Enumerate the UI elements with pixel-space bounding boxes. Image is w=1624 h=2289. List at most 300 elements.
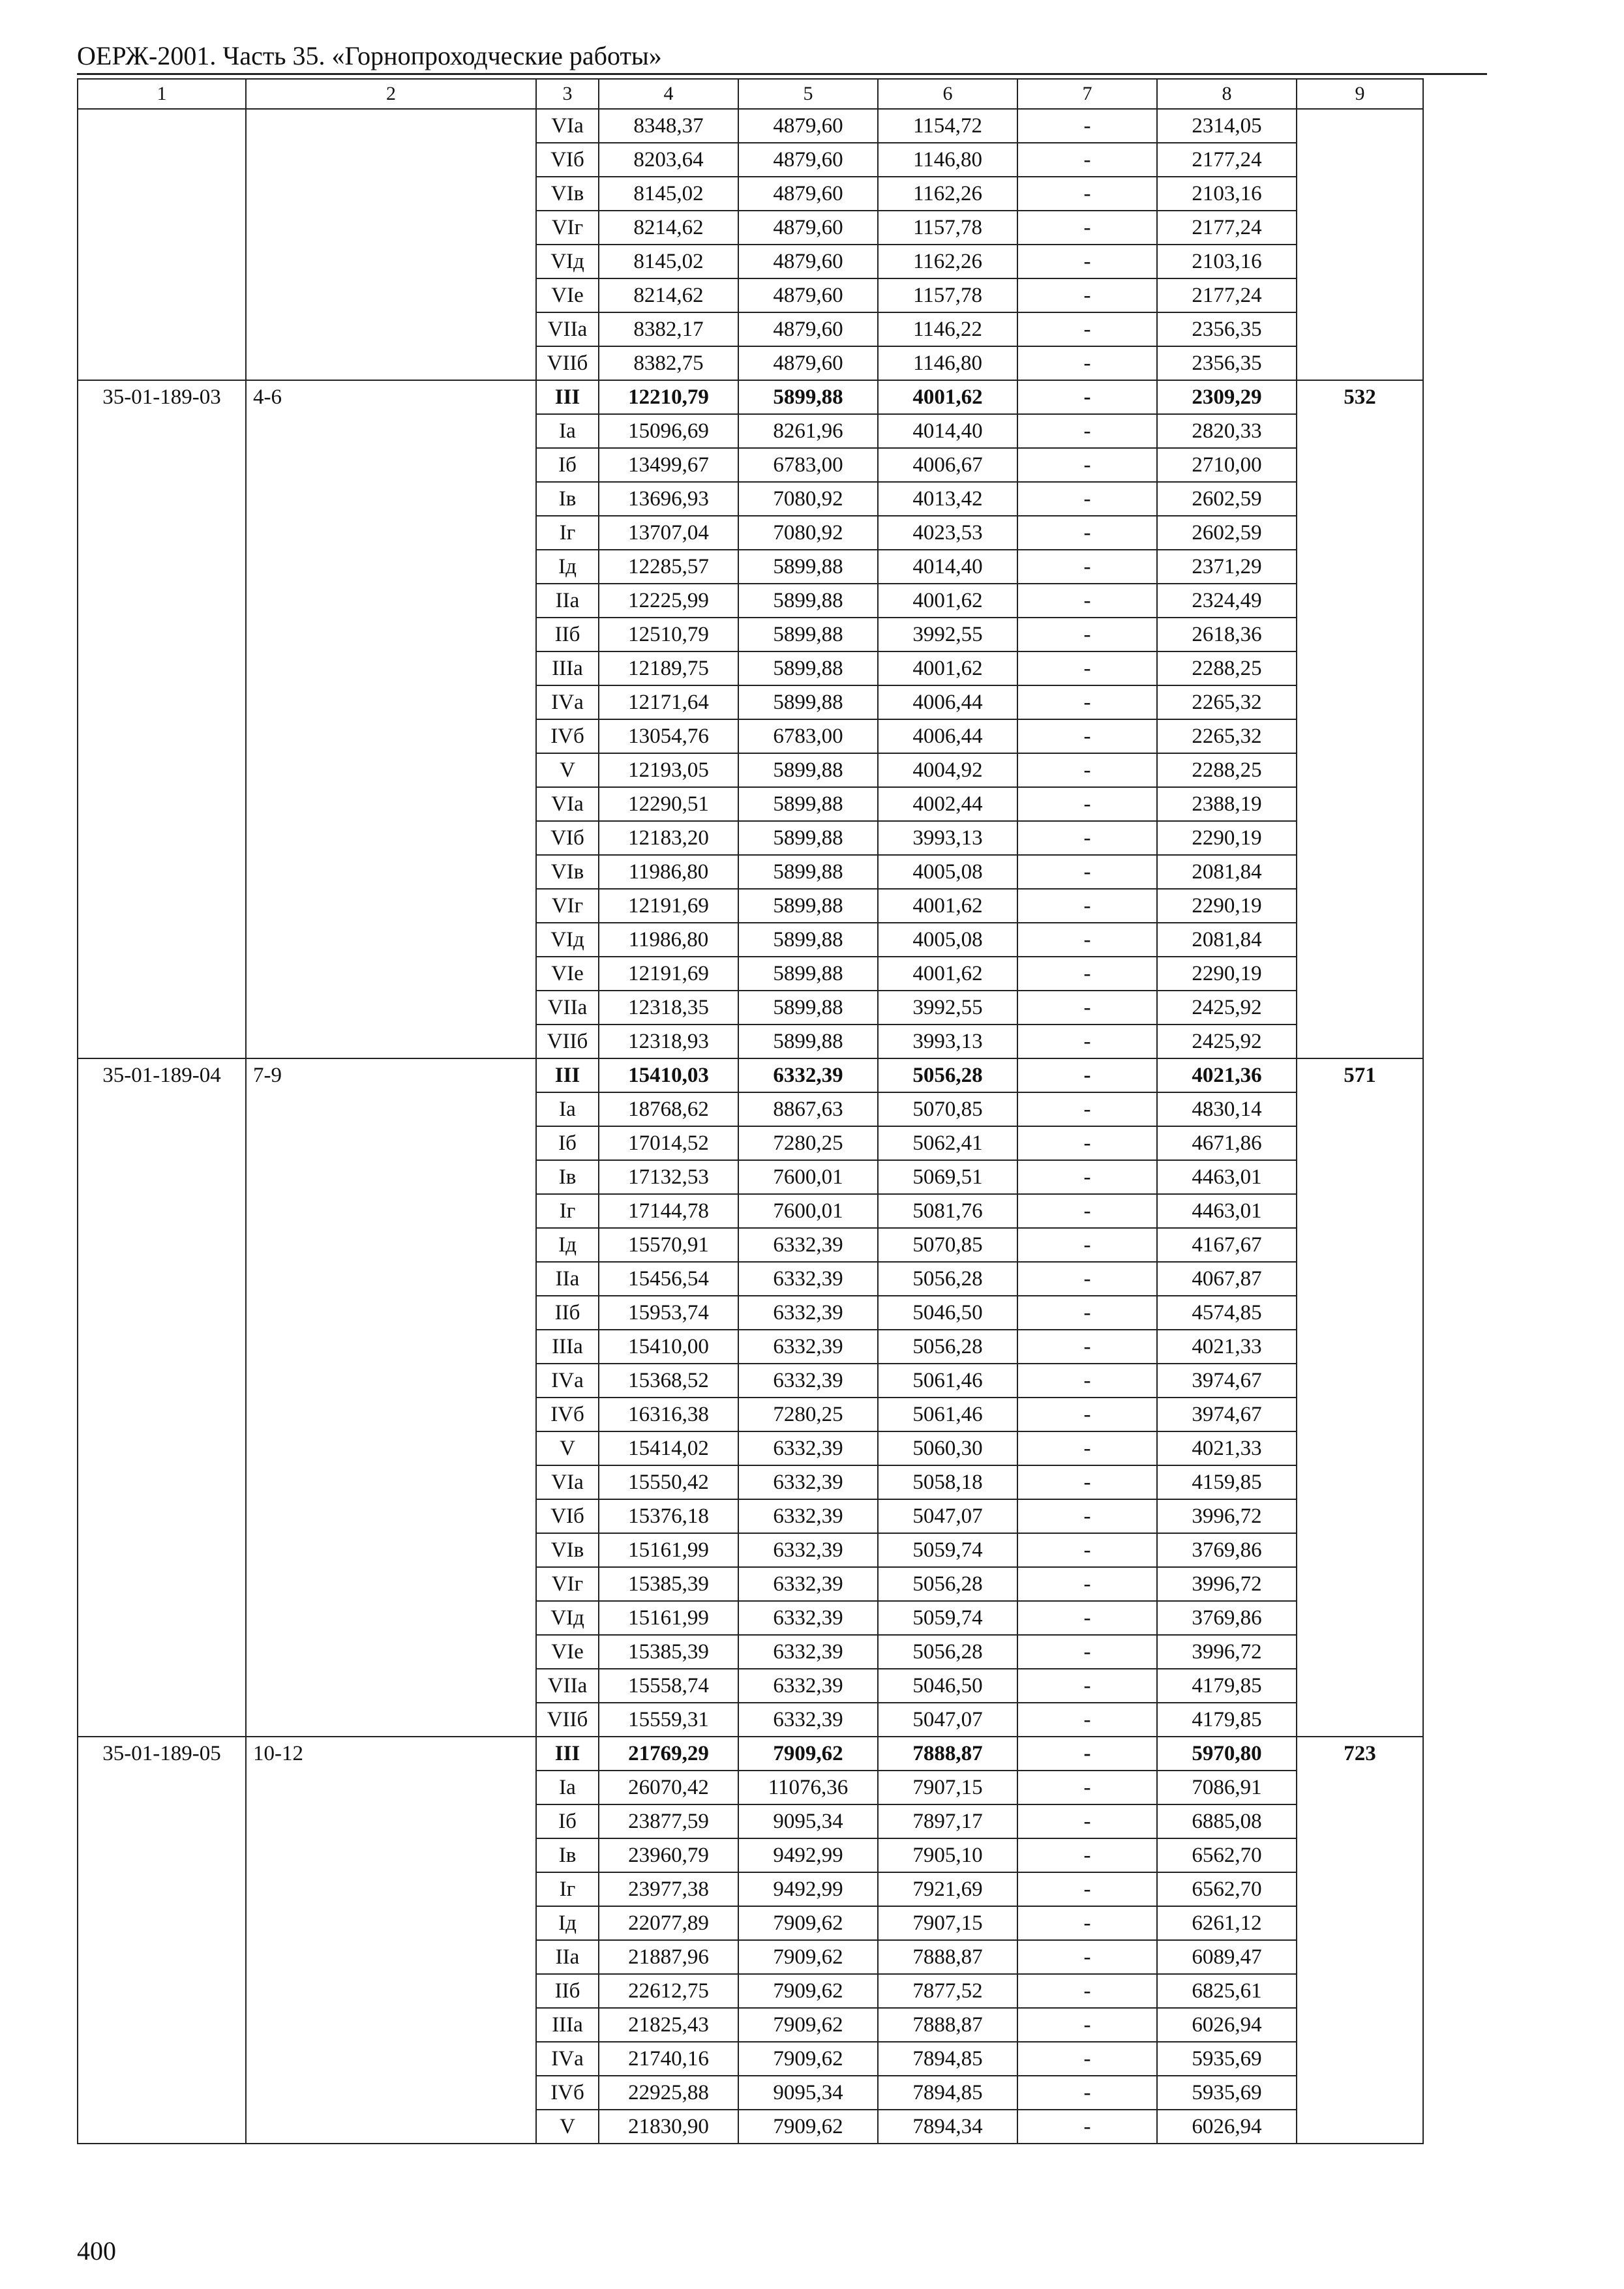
labor-cost-cell: 7080,92 (738, 482, 878, 516)
machine-cost-cell: 4006,67 (878, 448, 1017, 482)
materials-cost-cell: 4021,33 (1157, 1330, 1297, 1364)
item-code: 35-01-189-05 (78, 1737, 246, 2144)
machine-cost-cell: 5061,46 (878, 1398, 1017, 1431)
category-cell: Iг (536, 1194, 599, 1228)
total-cost-cell: 15410,03 (599, 1058, 738, 1092)
materials-cost-cell: 4574,85 (1157, 1296, 1297, 1330)
materials-cost-cell: 2309,29 (1157, 380, 1297, 414)
total-cost-cell: 21825,43 (599, 2008, 738, 2042)
category-cell: VIIа (536, 1669, 599, 1703)
materials-cost-cell: 2356,35 (1157, 346, 1297, 380)
materials-cost-cell: 2356,35 (1157, 312, 1297, 346)
total-cost-cell: 26070,42 (599, 1771, 738, 1804)
total-cost-cell: 15376,18 (599, 1499, 738, 1533)
machine-cost-cell: 5047,07 (878, 1499, 1017, 1533)
operator-wage-cell: - (1017, 2076, 1157, 2110)
machine-cost-cell: 3992,55 (878, 618, 1017, 651)
operator-wage-cell: - (1017, 584, 1157, 618)
total-cost-cell: 15161,99 (599, 1533, 738, 1567)
machine-cost-cell: 5046,50 (878, 1669, 1017, 1703)
total-cost-cell: 22612,75 (599, 1974, 738, 2008)
materials-cost-cell: 6026,94 (1157, 2110, 1297, 2144)
materials-cost-cell: 2388,19 (1157, 787, 1297, 821)
total-cost-cell: 12318,35 (599, 991, 738, 1025)
total-cost-cell: 18768,62 (599, 1092, 738, 1126)
materials-cost-cell: 3996,72 (1157, 1499, 1297, 1533)
labor-cost-cell: 7909,62 (738, 2042, 878, 2076)
operator-wage-cell: - (1017, 1940, 1157, 1974)
total-cost-cell: 8382,75 (599, 346, 738, 380)
category-cell: IIа (536, 584, 599, 618)
materials-cost-cell: 6885,08 (1157, 1804, 1297, 1838)
total-cost-cell: 8214,62 (599, 278, 738, 312)
operator-wage-cell: - (1017, 1431, 1157, 1465)
category-cell: VIб (536, 821, 599, 855)
total-cost-cell: 12318,93 (599, 1025, 738, 1058)
materials-cost-cell: 4021,33 (1157, 1431, 1297, 1465)
table-row (78, 1058, 1423, 1092)
labor-cost-cell: 5899,88 (738, 889, 878, 923)
materials-cost-cell: 2081,84 (1157, 923, 1297, 957)
materials-cost-cell: 2081,84 (1157, 855, 1297, 889)
category-cell: VIе (536, 1635, 599, 1669)
machine-cost-cell: 5056,28 (878, 1635, 1017, 1669)
machine-cost-cell: 4013,42 (878, 482, 1017, 516)
machine-cost-cell: 1162,26 (878, 177, 1017, 211)
total-cost-cell: 13054,76 (599, 719, 738, 753)
operator-wage-cell: - (1017, 1533, 1157, 1567)
category-cell: VIа (536, 787, 599, 821)
labor-cost-cell: 6332,39 (738, 1635, 878, 1669)
labor-cost-cell: 6332,39 (738, 1364, 878, 1398)
labor-cost-cell: 5899,88 (738, 651, 878, 685)
category-cell: VIв (536, 177, 599, 211)
materials-cost-cell: 2371,29 (1157, 550, 1297, 584)
materials-cost-cell: 4167,67 (1157, 1228, 1297, 1262)
category-cell: Iб (536, 1804, 599, 1838)
table-body (78, 79, 1423, 2144)
labor-hours-cell: 571 (1297, 1058, 1423, 1737)
column-number: 9 (1297, 79, 1423, 109)
category-cell: IVа (536, 1364, 599, 1398)
category-cell: VIд (536, 923, 599, 957)
labor-cost-cell: 6332,39 (738, 1567, 878, 1601)
machine-cost-cell: 4023,53 (878, 516, 1017, 550)
labor-cost-cell: 9492,99 (738, 1872, 878, 1906)
machine-cost-cell: 4006,44 (878, 719, 1017, 753)
total-cost-cell: 17144,78 (599, 1194, 738, 1228)
operator-wage-cell: - (1017, 787, 1157, 821)
materials-cost-cell: 2177,24 (1157, 278, 1297, 312)
labor-cost-cell: 6332,39 (738, 1296, 878, 1330)
category-cell: IIб (536, 618, 599, 651)
operator-wage-cell: - (1017, 346, 1157, 380)
machine-cost-cell: 1146,80 (878, 143, 1017, 177)
materials-cost-cell: 2177,24 (1157, 211, 1297, 245)
materials-cost-cell: 2288,25 (1157, 651, 1297, 685)
materials-cost-cell: 3769,86 (1157, 1533, 1297, 1567)
operator-wage-cell: - (1017, 1364, 1157, 1398)
total-cost-cell: 15096,69 (599, 414, 738, 448)
total-cost-cell: 15559,31 (599, 1703, 738, 1737)
materials-cost-cell: 2177,24 (1157, 143, 1297, 177)
machine-cost-cell: 7907,15 (878, 1906, 1017, 1940)
machine-cost-cell: 1146,80 (878, 346, 1017, 380)
labor-cost-cell: 6332,39 (738, 1601, 878, 1635)
machine-cost-cell: 5056,28 (878, 1567, 1017, 1601)
labor-cost-cell: 9095,34 (738, 2076, 878, 2110)
operator-wage-cell: - (1017, 923, 1157, 957)
materials-cost-cell: 2710,00 (1157, 448, 1297, 482)
operator-wage-cell: - (1017, 719, 1157, 753)
machine-cost-cell: 4006,44 (878, 685, 1017, 719)
operator-wage-cell: - (1017, 1906, 1157, 1940)
category-cell: VIб (536, 1499, 599, 1533)
item-name (246, 109, 536, 380)
materials-cost-cell: 5970,80 (1157, 1737, 1297, 1771)
category-cell: VIIб (536, 1703, 599, 1737)
total-cost-cell: 15414,02 (599, 1431, 738, 1465)
machine-cost-cell: 5056,28 (878, 1262, 1017, 1296)
labor-cost-cell: 5899,88 (738, 380, 878, 414)
total-cost-cell: 15385,39 (599, 1567, 738, 1601)
operator-wage-cell: - (1017, 618, 1157, 651)
category-cell: Iд (536, 550, 599, 584)
column-number-row (78, 79, 1423, 109)
total-cost-cell: 22077,89 (599, 1906, 738, 1940)
machine-cost-cell: 7894,85 (878, 2076, 1017, 2110)
operator-wage-cell: - (1017, 550, 1157, 584)
category-cell: IIа (536, 1940, 599, 1974)
operator-wage-cell: - (1017, 991, 1157, 1025)
machine-cost-cell: 4002,44 (878, 787, 1017, 821)
machine-cost-cell: 4014,40 (878, 550, 1017, 584)
labor-cost-cell: 5899,88 (738, 923, 878, 957)
operator-wage-cell: - (1017, 1771, 1157, 1804)
labor-cost-cell: 6332,39 (738, 1431, 878, 1465)
materials-cost-cell: 2103,16 (1157, 245, 1297, 278)
labor-cost-cell: 6783,00 (738, 719, 878, 753)
materials-cost-cell: 2324,49 (1157, 584, 1297, 618)
category-cell: IIб (536, 1974, 599, 2008)
materials-cost-cell: 5935,69 (1157, 2076, 1297, 2110)
labor-cost-cell: 6332,39 (738, 1465, 878, 1499)
labor-cost-cell: 5899,88 (738, 753, 878, 787)
category-cell: Iд (536, 1906, 599, 1940)
labor-cost-cell: 5899,88 (738, 584, 878, 618)
materials-cost-cell: 4830,14 (1157, 1092, 1297, 1126)
total-cost-cell: 15368,52 (599, 1364, 738, 1398)
operator-wage-cell: - (1017, 2008, 1157, 2042)
machine-cost-cell: 7888,87 (878, 2008, 1017, 2042)
labor-cost-cell: 7280,25 (738, 1398, 878, 1431)
total-cost-cell: 15456,54 (599, 1262, 738, 1296)
labor-cost-cell: 6332,39 (738, 1330, 878, 1364)
total-cost-cell: 8203,64 (599, 143, 738, 177)
operator-wage-cell: - (1017, 1126, 1157, 1160)
machine-cost-cell: 7888,87 (878, 1737, 1017, 1771)
category-cell: VIIб (536, 346, 599, 380)
total-cost-cell: 12510,79 (599, 618, 738, 651)
category-cell: IVа (536, 685, 599, 719)
labor-cost-cell: 9095,34 (738, 1804, 878, 1838)
labor-cost-cell: 6332,39 (738, 1228, 878, 1262)
item-code: 35-01-189-04 (78, 1058, 246, 1737)
labor-cost-cell: 7909,62 (738, 1974, 878, 2008)
materials-cost-cell: 4021,36 (1157, 1058, 1297, 1092)
operator-wage-cell: - (1017, 1160, 1157, 1194)
materials-cost-cell: 6562,70 (1157, 1838, 1297, 1872)
item-code (78, 109, 246, 380)
total-cost-cell: 15550,42 (599, 1465, 738, 1499)
materials-cost-cell: 4463,01 (1157, 1160, 1297, 1194)
operator-wage-cell: - (1017, 1092, 1157, 1126)
machine-cost-cell: 7907,15 (878, 1771, 1017, 1804)
category-cell: VIд (536, 1601, 599, 1635)
header-rule (77, 73, 1487, 75)
machine-cost-cell: 5056,28 (878, 1330, 1017, 1364)
labor-cost-cell: 8261,96 (738, 414, 878, 448)
operator-wage-cell: - (1017, 1194, 1157, 1228)
operator-wage-cell: - (1017, 278, 1157, 312)
machine-cost-cell: 7921,69 (878, 1872, 1017, 1906)
total-cost-cell: 12210,79 (599, 380, 738, 414)
machine-cost-cell: 4001,62 (878, 651, 1017, 685)
machine-cost-cell: 5047,07 (878, 1703, 1017, 1737)
labor-cost-cell: 7909,62 (738, 1906, 878, 1940)
rates-table (77, 78, 1424, 2144)
machine-cost-cell: 7877,52 (878, 1974, 1017, 2008)
materials-cost-cell: 3996,72 (1157, 1635, 1297, 1669)
column-number: 8 (1157, 79, 1297, 109)
total-cost-cell: 21830,90 (599, 2110, 738, 2144)
machine-cost-cell: 1157,78 (878, 278, 1017, 312)
operator-wage-cell: - (1017, 1499, 1157, 1533)
operator-wage-cell: - (1017, 143, 1157, 177)
machine-cost-cell: 5059,74 (878, 1601, 1017, 1635)
item-code: 35-01-189-03 (78, 380, 246, 1058)
operator-wage-cell: - (1017, 1703, 1157, 1737)
machine-cost-cell: 4005,08 (878, 855, 1017, 889)
operator-wage-cell: - (1017, 1804, 1157, 1838)
operator-wage-cell: - (1017, 1025, 1157, 1058)
operator-wage-cell: - (1017, 1228, 1157, 1262)
category-cell: Iв (536, 1160, 599, 1194)
operator-wage-cell: - (1017, 245, 1157, 278)
materials-cost-cell: 6562,70 (1157, 1872, 1297, 1906)
labor-cost-cell: 6332,39 (738, 1669, 878, 1703)
operator-wage-cell: - (1017, 1465, 1157, 1499)
operator-wage-cell: - (1017, 1635, 1157, 1669)
total-cost-cell: 23977,38 (599, 1872, 738, 1906)
machine-cost-cell: 4004,92 (878, 753, 1017, 787)
table-row (78, 1737, 1423, 1771)
table-row (78, 109, 1423, 143)
category-cell: IIIа (536, 2008, 599, 2042)
machine-cost-cell: 7894,85 (878, 2042, 1017, 2076)
total-cost-cell: 21887,96 (599, 1940, 738, 1974)
total-cost-cell: 11986,80 (599, 923, 738, 957)
category-cell: VIIа (536, 991, 599, 1025)
materials-cost-cell: 2820,33 (1157, 414, 1297, 448)
operator-wage-cell: - (1017, 448, 1157, 482)
total-cost-cell: 23960,79 (599, 1838, 738, 1872)
column-number: 3 (536, 79, 599, 109)
machine-cost-cell: 5062,41 (878, 1126, 1017, 1160)
category-cell: VIб (536, 143, 599, 177)
materials-cost-cell: 6089,47 (1157, 1940, 1297, 1974)
operator-wage-cell: - (1017, 1058, 1157, 1092)
labor-cost-cell: 4879,60 (738, 278, 878, 312)
machine-cost-cell: 3993,13 (878, 821, 1017, 855)
operator-wage-cell: - (1017, 312, 1157, 346)
materials-cost-cell: 2618,36 (1157, 618, 1297, 651)
labor-cost-cell: 6332,39 (738, 1533, 878, 1567)
labor-cost-cell: 5899,88 (738, 957, 878, 991)
machine-cost-cell: 5069,51 (878, 1160, 1017, 1194)
category-cell: Iд (536, 1228, 599, 1262)
materials-cost-cell: 6825,61 (1157, 1974, 1297, 2008)
item-name: 10-12 (246, 1737, 536, 2144)
labor-cost-cell: 5899,88 (738, 685, 878, 719)
category-cell: IIб (536, 1296, 599, 1330)
total-cost-cell: 8348,37 (599, 109, 738, 143)
total-cost-cell: 13499,67 (599, 448, 738, 482)
total-cost-cell: 8145,02 (599, 245, 738, 278)
operator-wage-cell: - (1017, 2042, 1157, 2076)
labor-cost-cell: 4879,60 (738, 312, 878, 346)
column-number: 6 (878, 79, 1017, 109)
category-cell: VIIб (536, 1025, 599, 1058)
materials-cost-cell: 2425,92 (1157, 1025, 1297, 1058)
labor-cost-cell: 4879,60 (738, 211, 878, 245)
labor-cost-cell: 5899,88 (738, 787, 878, 821)
labor-cost-cell: 6332,39 (738, 1262, 878, 1296)
operator-wage-cell: - (1017, 177, 1157, 211)
machine-cost-cell: 5081,76 (878, 1194, 1017, 1228)
materials-cost-cell: 6026,94 (1157, 2008, 1297, 2042)
materials-cost-cell: 4067,87 (1157, 1262, 1297, 1296)
category-cell: Iв (536, 482, 599, 516)
labor-cost-cell: 7909,62 (738, 1737, 878, 1771)
category-cell: VIа (536, 1465, 599, 1499)
total-cost-cell: 15161,99 (599, 1601, 738, 1635)
total-cost-cell: 21769,29 (599, 1737, 738, 1771)
total-cost-cell: 15558,74 (599, 1669, 738, 1703)
machine-cost-cell: 3993,13 (878, 1025, 1017, 1058)
item-name: 4-6 (246, 380, 536, 1058)
category-cell: VIг (536, 211, 599, 245)
labor-cost-cell: 5899,88 (738, 550, 878, 584)
total-cost-cell: 12183,20 (599, 821, 738, 855)
operator-wage-cell: - (1017, 380, 1157, 414)
labor-cost-cell: 5899,88 (738, 618, 878, 651)
category-cell: VIг (536, 1567, 599, 1601)
labor-cost-cell: 4879,60 (738, 177, 878, 211)
machine-cost-cell: 7905,10 (878, 1838, 1017, 1872)
total-cost-cell: 23877,59 (599, 1804, 738, 1838)
category-cell: VIв (536, 1533, 599, 1567)
category-cell: IVб (536, 2076, 599, 2110)
labor-hours-cell: 532 (1297, 380, 1423, 1058)
operator-wage-cell: - (1017, 414, 1157, 448)
machine-cost-cell: 4001,62 (878, 584, 1017, 618)
category-cell: VIе (536, 278, 599, 312)
materials-cost-cell: 2290,19 (1157, 821, 1297, 855)
table-row (78, 380, 1423, 414)
category-cell: Iг (536, 516, 599, 550)
category-cell: IVб (536, 1398, 599, 1431)
labor-cost-cell: 4879,60 (738, 143, 878, 177)
operator-wage-cell: - (1017, 651, 1157, 685)
total-cost-cell: 13696,93 (599, 482, 738, 516)
category-cell: IIа (536, 1262, 599, 1296)
machine-cost-cell: 5059,74 (878, 1533, 1017, 1567)
machine-cost-cell: 1157,78 (878, 211, 1017, 245)
operator-wage-cell: - (1017, 1330, 1157, 1364)
labor-cost-cell: 6332,39 (738, 1703, 878, 1737)
category-cell: Iв (536, 1838, 599, 1872)
operator-wage-cell: - (1017, 1567, 1157, 1601)
operator-wage-cell: - (1017, 1601, 1157, 1635)
total-cost-cell: 16316,38 (599, 1398, 738, 1431)
labor-cost-cell: 8867,63 (738, 1092, 878, 1126)
machine-cost-cell: 5056,28 (878, 1058, 1017, 1092)
materials-cost-cell: 2602,59 (1157, 482, 1297, 516)
materials-cost-cell: 2103,16 (1157, 177, 1297, 211)
materials-cost-cell: 5935,69 (1157, 2042, 1297, 2076)
operator-wage-cell: - (1017, 1838, 1157, 1872)
materials-cost-cell: 4159,85 (1157, 1465, 1297, 1499)
operator-wage-cell: - (1017, 1872, 1157, 1906)
labor-hours-cell (1297, 109, 1423, 380)
category-cell: Iб (536, 1126, 599, 1160)
operator-wage-cell: - (1017, 109, 1157, 143)
labor-cost-cell: 11076,36 (738, 1771, 878, 1804)
operator-wage-cell: - (1017, 957, 1157, 991)
labor-cost-cell: 5899,88 (738, 991, 878, 1025)
category-cell: V (536, 753, 599, 787)
materials-cost-cell: 2265,32 (1157, 719, 1297, 753)
operator-wage-cell: - (1017, 685, 1157, 719)
machine-cost-cell: 5060,30 (878, 1431, 1017, 1465)
category-cell: III (536, 1058, 599, 1092)
materials-cost-cell: 4463,01 (1157, 1194, 1297, 1228)
total-cost-cell: 12193,05 (599, 753, 738, 787)
materials-cost-cell: 3769,86 (1157, 1601, 1297, 1635)
machine-cost-cell: 5070,85 (878, 1092, 1017, 1126)
labor-cost-cell: 7909,62 (738, 2008, 878, 2042)
operator-wage-cell: - (1017, 211, 1157, 245)
materials-cost-cell: 6261,12 (1157, 1906, 1297, 1940)
materials-cost-cell: 3974,67 (1157, 1364, 1297, 1398)
operator-wage-cell: - (1017, 516, 1157, 550)
materials-cost-cell: 3974,67 (1157, 1398, 1297, 1431)
labor-cost-cell: 7909,62 (738, 1940, 878, 1974)
machine-cost-cell: 4001,62 (878, 380, 1017, 414)
machine-cost-cell: 1162,26 (878, 245, 1017, 278)
category-cell: Iа (536, 414, 599, 448)
total-cost-cell: 12171,64 (599, 685, 738, 719)
labor-cost-cell: 4879,60 (738, 346, 878, 380)
operator-wage-cell: - (1017, 889, 1157, 923)
operator-wage-cell: - (1017, 753, 1157, 787)
labor-cost-cell: 7600,01 (738, 1194, 878, 1228)
machine-cost-cell: 4005,08 (878, 923, 1017, 957)
materials-cost-cell: 2265,32 (1157, 685, 1297, 719)
page-header: ОЕРЖ-2001. Часть 35. «Горнопроходческие работы» (77, 41, 662, 70)
machine-cost-cell: 4014,40 (878, 414, 1017, 448)
